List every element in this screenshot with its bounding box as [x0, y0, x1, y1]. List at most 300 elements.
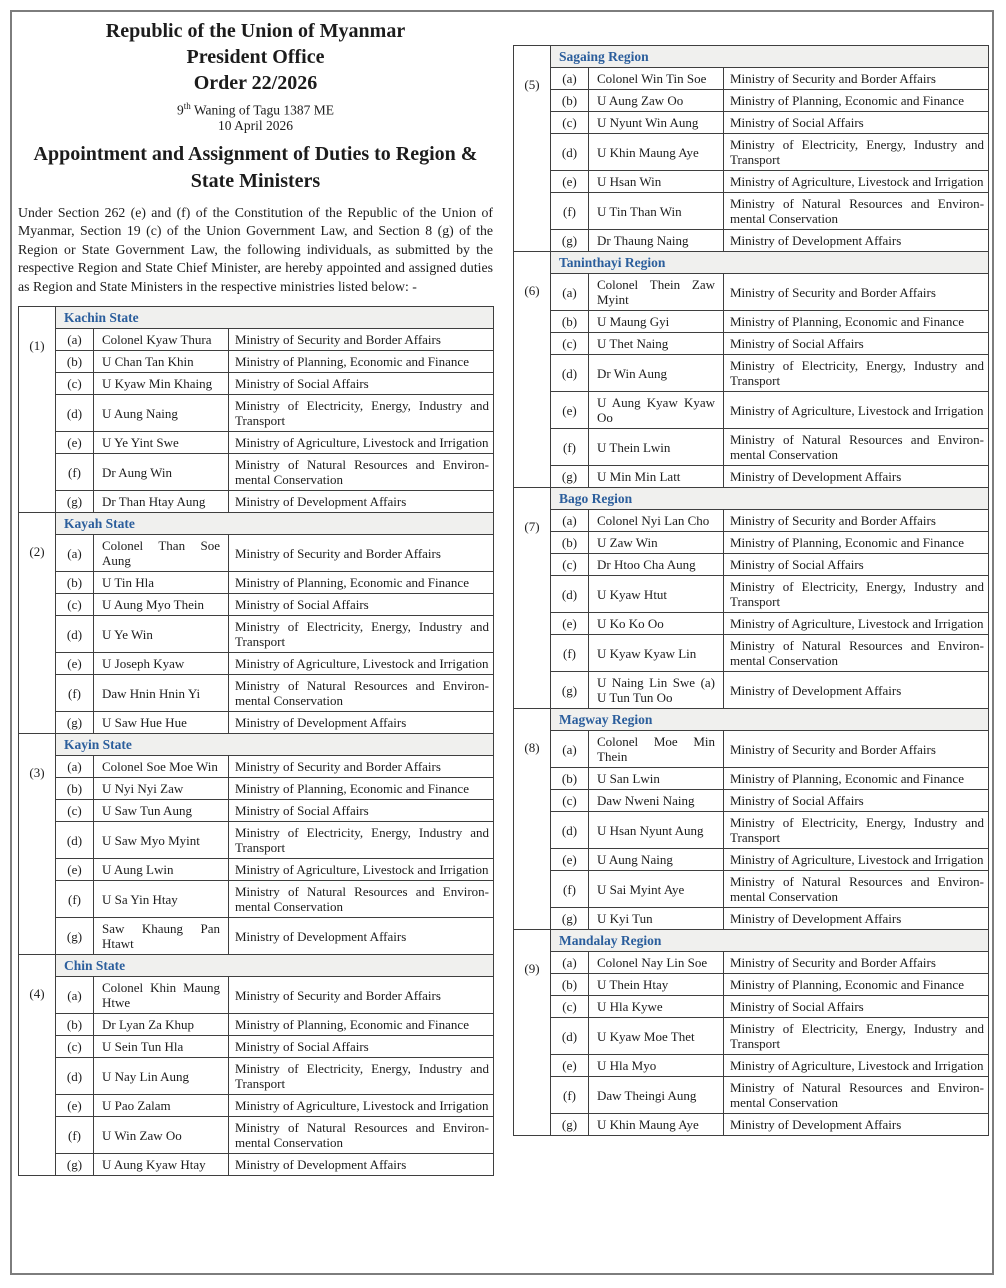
ministry-name: Ministry of Natural Resources and Environmental Conservation: [229, 454, 494, 491]
section-number: (7): [514, 488, 551, 709]
section-number: (4): [19, 955, 56, 1176]
minister-name: Dr Aung Win: [94, 454, 229, 491]
ministry-name: Ministry of Agriculture, Livestock and Irrigation: [724, 171, 989, 193]
minister-row: [514, 230, 989, 252]
minister-name: Dr Win Aung: [589, 355, 724, 392]
minister-name: Colonel Nay Lin Soe: [589, 952, 724, 974]
minister-name: U Aung Lwin: [94, 859, 229, 881]
minister-name: U Thein Htay: [589, 974, 724, 996]
minister-name: U Maung Gyi: [589, 311, 724, 333]
minister-row: [19, 572, 494, 594]
state-name: Kayah State: [56, 513, 494, 535]
minister-name: Dr Htoo Cha Aung: [589, 554, 724, 576]
ministry-name: Ministry of Security and Border Affairs: [229, 977, 494, 1014]
state-name: Mandalay Region: [551, 930, 989, 952]
ministry-name: Ministry of Natural Resources and Environmental Conservation: [724, 1077, 989, 1114]
minister-name: U Hla Myo: [589, 1055, 724, 1077]
ministry-name: Ministry of Security and Border Affairs: [724, 731, 989, 768]
minister-name: Colonel Thein Zaw Myint: [589, 274, 724, 311]
section-number: (1): [19, 307, 56, 513]
section-number: (9): [514, 930, 551, 1136]
minister-name: U Thein Lwin: [589, 429, 724, 466]
row-letter: (d): [56, 822, 94, 859]
ministry-name: Ministry of Social Affairs: [724, 554, 989, 576]
minister-name: U Tin Than Win: [589, 193, 724, 230]
row-letter: (b): [551, 768, 589, 790]
minister-name: Colonel Nyi Lan Cho: [589, 510, 724, 532]
minister-name: U Sai Myint Aye: [589, 871, 724, 908]
row-letter: (g): [56, 1154, 94, 1176]
ministry-name: Ministry of Social Affairs: [724, 333, 989, 355]
section-number: (5): [514, 46, 551, 252]
row-letter: (f): [551, 871, 589, 908]
minister-row: [514, 635, 989, 672]
ministry-name: Ministry of Electricity, Energy, Industry and Transport: [229, 822, 494, 859]
ministry-name: Ministry of Electricity, Energy, Industry and Transport: [724, 355, 989, 392]
row-letter: (g): [551, 908, 589, 930]
row-letter: (a): [551, 510, 589, 532]
row-letter: (e): [56, 653, 94, 675]
ministry-name: Ministry of Electricity, Energy, Industry and Transport: [724, 576, 989, 613]
minister-table: [18, 733, 494, 955]
minister-name: U Saw Hue Hue: [94, 712, 229, 734]
ministry-name: Ministry of Development Affairs: [229, 918, 494, 955]
ministry-name: Ministry of Security and Border Affairs: [229, 535, 494, 572]
ministry-name: Ministry of Social Affairs: [229, 1036, 494, 1058]
row-letter: (a): [56, 756, 94, 778]
minister-name: U Kyi Tun: [589, 908, 724, 930]
minister-row: [19, 1095, 494, 1117]
ministry-name: Ministry of Planning, Economic and Finance: [724, 90, 989, 112]
row-letter: (b): [551, 974, 589, 996]
ministry-name: Ministry of Natural Resources and Environmental Conservation: [724, 871, 989, 908]
minister-name: U Zaw Win: [589, 532, 724, 554]
minister-name: Daw Nweni Naing: [589, 790, 724, 812]
row-letter: (d): [551, 1018, 589, 1055]
date-ordinal-suffix: th: [183, 101, 191, 111]
row-letter: (c): [551, 790, 589, 812]
row-letter: (c): [56, 594, 94, 616]
order-number: Order 22/2026: [193, 72, 318, 94]
ministry-name: Ministry of Planning, Economic and Finance: [229, 572, 494, 594]
state-name: Chin State: [56, 955, 494, 977]
ministry-name: Ministry of Development Affairs: [724, 230, 989, 252]
minister-name: U Kyaw Min Khaing: [94, 373, 229, 395]
ministry-name: Ministry of Agriculture, Livestock and Irrigation: [724, 1055, 989, 1077]
section-number: (3): [19, 734, 56, 955]
minister-name: U Saw Tun Aung: [94, 800, 229, 822]
row-letter: (c): [551, 554, 589, 576]
minister-name: U Aung Zaw Oo: [589, 90, 724, 112]
minister-table: [513, 251, 989, 488]
minister-name: U San Lwin: [589, 768, 724, 790]
section-number: (8): [514, 709, 551, 930]
minister-name: Daw Hnin Hnin Yi: [94, 675, 229, 712]
minister-row: [19, 535, 494, 572]
minister-name: U Pao Zalam: [94, 1095, 229, 1117]
state-name: Kayin State: [56, 734, 494, 756]
row-letter: (c): [551, 333, 589, 355]
minister-row: [514, 790, 989, 812]
minister-row: [19, 432, 494, 454]
row-letter: (d): [56, 1058, 94, 1095]
ministry-name: Ministry of Natural Resources and Environmental Conservation: [229, 881, 494, 918]
left-column: [18, 18, 493, 1176]
row-letter: (g): [56, 712, 94, 734]
ministry-name: Ministry of Natural Resources and Environmental Conservation: [229, 675, 494, 712]
minister-name: U Nyi Nyi Zaw: [94, 778, 229, 800]
ministry-name: Ministry of Natural Resources and Environmental Conservation: [724, 429, 989, 466]
minister-row: [19, 1154, 494, 1176]
minister-row: [514, 974, 989, 996]
ministry-name: Ministry of Security and Border Affairs: [229, 756, 494, 778]
minister-row: [514, 554, 989, 576]
row-letter: (b): [56, 351, 94, 373]
minister-name: U Khin Maung Aye: [589, 1114, 724, 1136]
ministry-name: Ministry of Electricity, Energy, Industry and Transport: [229, 1058, 494, 1095]
row-letter: (g): [56, 918, 94, 955]
state-name: Kachin State: [56, 307, 494, 329]
ministry-name: Ministry of Electricity, Energy, Industry and Transport: [724, 812, 989, 849]
ministry-name: Ministry of Planning, Economic and Finance: [229, 778, 494, 800]
minister-row: [514, 731, 989, 768]
minister-name: U Khin Maung Aye: [589, 134, 724, 171]
ministry-name: Ministry of Agriculture, Livestock and Irrigation: [724, 392, 989, 429]
minister-row: [19, 675, 494, 712]
row-letter: (c): [56, 1036, 94, 1058]
minister-row: [514, 849, 989, 871]
minister-name: U Hsan Nyunt Aung: [589, 812, 724, 849]
ministry-name: Ministry of Social Affairs: [724, 996, 989, 1018]
row-letter: (d): [551, 134, 589, 171]
minister-name: U Hsan Win: [589, 171, 724, 193]
section-number: (6): [514, 252, 551, 488]
minister-name: U Kyaw Htut: [589, 576, 724, 613]
ministry-name: Ministry of Development Affairs: [229, 491, 494, 513]
row-letter: (g): [551, 1114, 589, 1136]
ministry-name: Ministry of Social Affairs: [724, 112, 989, 134]
minister-row: [514, 871, 989, 908]
row-letter: (b): [551, 90, 589, 112]
minister-name: U Aung Kyaw Htay: [94, 1154, 229, 1176]
state-header-row: [19, 307, 494, 329]
ministry-name: Ministry of Social Affairs: [724, 790, 989, 812]
state-header-row: [19, 513, 494, 535]
ministry-name: Ministry of Planning, Economic and Finance: [229, 1014, 494, 1036]
minister-row: [514, 392, 989, 429]
row-letter: (f): [56, 881, 94, 918]
ministry-name: Ministry of Security and Border Affairs: [724, 952, 989, 974]
minister-row: [19, 881, 494, 918]
minister-row: [514, 193, 989, 230]
state-header-row: [514, 488, 989, 510]
minister-row: [514, 311, 989, 333]
minister-name: Daw Theingi Aung: [589, 1077, 724, 1114]
row-letter: (b): [56, 1014, 94, 1036]
minister-name: Colonel Kyaw Thura: [94, 329, 229, 351]
minister-row: [514, 355, 989, 392]
minister-name: U Win Zaw Oo: [94, 1117, 229, 1154]
ministry-name: Ministry of Development Affairs: [724, 672, 989, 709]
minister-row: [19, 1036, 494, 1058]
minister-name: U Ye Yint Swe: [94, 432, 229, 454]
minister-row: [19, 918, 494, 955]
row-letter: (c): [551, 112, 589, 134]
row-letter: (e): [551, 392, 589, 429]
ministry-name: Ministry of Social Affairs: [229, 800, 494, 822]
row-letter: (b): [56, 572, 94, 594]
gregorian-date: 10 April 2026: [217, 118, 293, 133]
row-letter: (b): [551, 311, 589, 333]
minister-row: [514, 996, 989, 1018]
minister-row: [19, 616, 494, 653]
ministry-name: Ministry of Planning, Economic and Finance: [724, 532, 989, 554]
ministry-name: Ministry of Electricity, Energy, Industry and Transport: [724, 1018, 989, 1055]
minister-row: [514, 1077, 989, 1114]
minister-row: [19, 1014, 494, 1036]
minister-row: [19, 351, 494, 373]
minister-row: [19, 395, 494, 432]
minister-name: Colonel Than Soe Aung: [94, 535, 229, 572]
row-letter: (a): [56, 329, 94, 351]
row-letter: (e): [56, 1095, 94, 1117]
ministry-name: Ministry of Development Affairs: [229, 712, 494, 734]
minister-row: [514, 466, 989, 488]
row-letter: (f): [551, 1077, 589, 1114]
row-letter: (b): [551, 532, 589, 554]
minister-table: [18, 306, 494, 513]
row-letter: (a): [551, 731, 589, 768]
ministry-name: Ministry of Social Affairs: [229, 594, 494, 616]
row-letter: (d): [551, 812, 589, 849]
row-letter: (c): [56, 800, 94, 822]
minister-row: [19, 859, 494, 881]
ministry-name: Ministry of Agriculture, Livestock and Irrigation: [229, 1095, 494, 1117]
minister-row: [514, 171, 989, 193]
minister-row: [514, 768, 989, 790]
minister-table: [513, 45, 989, 252]
myanmar-era-date: [18, 99, 493, 118]
minister-row: [514, 429, 989, 466]
ministry-name: Ministry of Agriculture, Livestock and Irrigation: [724, 613, 989, 635]
minister-table: [18, 512, 494, 734]
minister-row: [19, 491, 494, 513]
minister-name: U Aung Myo Thein: [94, 594, 229, 616]
ministry-name: Ministry of Security and Border Affairs: [724, 510, 989, 532]
minister-name: U Aung Naing: [589, 849, 724, 871]
minister-name: Colonel Khin Maung Htwe: [94, 977, 229, 1014]
minister-row: [19, 977, 494, 1014]
minister-name: Colonel Win Tin Soe: [589, 68, 724, 90]
row-letter: (a): [551, 68, 589, 90]
minister-name: U Nay Lin Aung: [94, 1058, 229, 1095]
ministry-name: Ministry of Social Affairs: [229, 373, 494, 395]
minister-row: [19, 653, 494, 675]
state-header-row: [514, 252, 989, 274]
row-letter: (d): [56, 395, 94, 432]
row-letter: (a): [56, 977, 94, 1014]
ministry-name: Ministry of Electricity, Energy, Industry and Transport: [229, 395, 494, 432]
row-letter: (a): [551, 274, 589, 311]
minister-row: [19, 778, 494, 800]
ministry-name: Ministry of Agriculture, Livestock and Irrigation: [724, 849, 989, 871]
minister-row: [19, 373, 494, 395]
minister-row: [514, 1018, 989, 1055]
minister-name: U Hla Kywe: [589, 996, 724, 1018]
row-letter: (f): [551, 635, 589, 672]
minister-name: U Naing Lin Swe (a) U Tun Tun Oo: [589, 672, 724, 709]
row-letter: (d): [551, 576, 589, 613]
state-name: Magway Region: [551, 709, 989, 731]
minister-row: [514, 952, 989, 974]
minister-row: [19, 822, 494, 859]
office-name: President Office: [186, 46, 325, 68]
minister-row: [514, 908, 989, 930]
row-letter: (e): [551, 613, 589, 635]
country-name: Republic of the Union of Myanmar: [105, 20, 406, 42]
row-letter: (g): [56, 491, 94, 513]
state-name: Sagaing Region: [551, 46, 989, 68]
row-letter: (g): [551, 672, 589, 709]
row-letter: (f): [551, 193, 589, 230]
state-name: Taninthayi Region: [551, 252, 989, 274]
row-letter: (e): [551, 849, 589, 871]
ministry-name: Ministry of Planning, Economic and Finance: [724, 974, 989, 996]
minister-row: [514, 274, 989, 311]
row-letter: (g): [551, 466, 589, 488]
right-column: [513, 35, 988, 1136]
minister-table: [513, 929, 989, 1136]
intro-paragraph: Under Section 262 (e) and (f) of the Constitution of the Republic of the Union of Myanmar, Section 19 (c) of the Union Government Law, and Section 8 (g) of the Region or State Government Law, the following individuals, as submitted by the respective Region and State Chief Minister, are hereby appointed and assigned duties as Region and State Ministers in the respective ministries listed below: -: [18, 204, 493, 294]
minister-row: [514, 672, 989, 709]
ministry-name: Ministry of Agriculture, Livestock and Irrigation: [229, 653, 494, 675]
minister-row: [514, 613, 989, 635]
ministry-name: Ministry of Electricity, Energy, Industry and Transport: [724, 134, 989, 171]
row-letter: (e): [56, 859, 94, 881]
ministry-name: Ministry of Natural Resources and Environmental Conservation: [724, 635, 989, 672]
row-letter: (f): [56, 454, 94, 491]
minister-row: [514, 1055, 989, 1077]
minister-name: U Ko Ko Oo: [589, 613, 724, 635]
minister-row: [514, 812, 989, 849]
minister-name: U Sa Yin Htay: [94, 881, 229, 918]
row-letter: (c): [551, 996, 589, 1018]
ministry-name: Ministry of Agriculture, Livestock and Irrigation: [229, 432, 494, 454]
row-letter: (d): [551, 355, 589, 392]
ministry-name: Ministry of Planning, Economic and Finance: [724, 768, 989, 790]
minister-name: Dr Thaung Naing: [589, 230, 724, 252]
ministry-name: Ministry of Development Affairs: [724, 1114, 989, 1136]
minister-name: Dr Than Htay Aung: [94, 491, 229, 513]
row-letter: (b): [56, 778, 94, 800]
state-header-row: [19, 734, 494, 756]
row-letter: (e): [56, 432, 94, 454]
minister-name: Dr Lyan Za Khup: [94, 1014, 229, 1036]
minister-row: [514, 68, 989, 90]
minister-name: Colonel Soe Moe Win: [94, 756, 229, 778]
minister-name: U Thet Naing: [589, 333, 724, 355]
ministry-name: Ministry of Agriculture, Livestock and Irrigation: [229, 859, 494, 881]
minister-name: U Chan Tan Khin: [94, 351, 229, 373]
minister-name: U Nyunt Win Aung: [589, 112, 724, 134]
section-number: (2): [19, 513, 56, 734]
minister-name: U Ye Win: [94, 616, 229, 653]
minister-row: [514, 112, 989, 134]
minister-table: [18, 954, 494, 1176]
minister-name: U Kyaw Kyaw Lin: [589, 635, 724, 672]
state-name: Bago Region: [551, 488, 989, 510]
minister-name: U Saw Myo Myint: [94, 822, 229, 859]
minister-row: [514, 576, 989, 613]
row-letter: (f): [56, 1117, 94, 1154]
row-letter: (a): [56, 535, 94, 572]
minister-row: [19, 756, 494, 778]
minister-row: [514, 532, 989, 554]
row-letter: (g): [551, 230, 589, 252]
minister-name: U Aung Kyaw Kyaw Oo: [589, 392, 724, 429]
state-header-row: [514, 930, 989, 952]
ministry-name: Ministry of Planning, Economic and Finance: [229, 351, 494, 373]
minister-name: U Tin Hla: [94, 572, 229, 594]
state-header-row: [514, 709, 989, 731]
minister-table: [513, 487, 989, 709]
ministry-name: Ministry of Planning, Economic and Finance: [724, 311, 989, 333]
date-block: [18, 99, 493, 134]
row-letter: (d): [56, 616, 94, 653]
minister-name: U Sein Tun Hla: [94, 1036, 229, 1058]
date-number: 9: [176, 102, 184, 118]
minister-row: [514, 510, 989, 532]
minister-row: [19, 454, 494, 491]
right-tables-container: [513, 45, 988, 1136]
row-letter: (f): [56, 675, 94, 712]
document-title: Appointment and Assignment of Duties to Region & State Ministers: [33, 142, 478, 192]
row-letter: (e): [551, 171, 589, 193]
ministry-name: Ministry of Electricity, Energy, Industry and Transport: [229, 616, 494, 653]
row-letter: (a): [551, 952, 589, 974]
minister-name: Saw Khaung Pan Htawt: [94, 918, 229, 955]
ministry-name: Ministry of Development Affairs: [724, 908, 989, 930]
ministry-name: Ministry of Natural Resources and Environmental Conservation: [229, 1117, 494, 1154]
minister-row: [514, 1114, 989, 1136]
minister-name: U Kyaw Moe Thet: [589, 1018, 724, 1055]
minister-row: [19, 594, 494, 616]
state-header-row: [19, 955, 494, 977]
date-text: Waning of Tagu 1387 ME: [190, 102, 335, 118]
minister-name: U Min Min Latt: [589, 466, 724, 488]
minister-row: [19, 800, 494, 822]
minister-row: [514, 134, 989, 171]
minister-name: Colonel Moe Min Thein: [589, 731, 724, 768]
row-letter: (e): [551, 1055, 589, 1077]
ministry-name: Ministry of Security and Border Affairs: [724, 274, 989, 311]
minister-row: [514, 90, 989, 112]
ministry-name: Ministry of Development Affairs: [229, 1154, 494, 1176]
row-letter: (f): [551, 429, 589, 466]
left-tables-container: [18, 306, 493, 1176]
state-header-row: [514, 46, 989, 68]
row-letter: (c): [56, 373, 94, 395]
minister-table: [513, 708, 989, 930]
minister-row: [19, 329, 494, 351]
ministry-name: Ministry of Natural Resources and Environmental Conservation: [724, 193, 989, 230]
ministry-name: Ministry of Development Affairs: [724, 466, 989, 488]
minister-row: [514, 333, 989, 355]
ministry-name: Ministry of Security and Border Affairs: [724, 68, 989, 90]
minister-name: U Joseph Kyaw: [94, 653, 229, 675]
ministry-name: Ministry of Security and Border Affairs: [229, 329, 494, 351]
minister-name: U Aung Naing: [94, 395, 229, 432]
